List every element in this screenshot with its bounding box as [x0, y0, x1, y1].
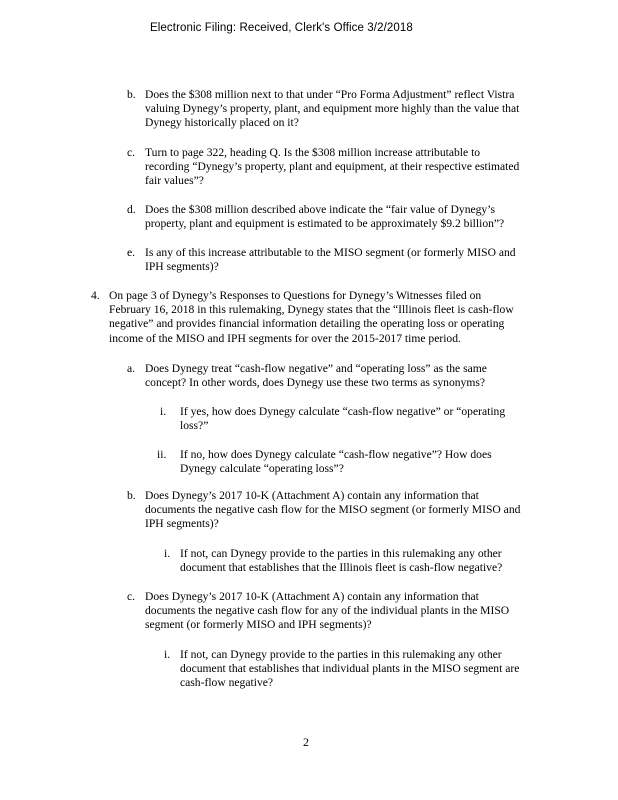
list-item-text-line: fair values”? [145, 174, 204, 188]
list-item-text-line: Turn to page 322, heading Q. Is the $308 million increase attributable to [145, 146, 481, 159]
list-item-text-line: If yes, how does Dynegy calculate “cash-flow negative” or “operating [180, 405, 506, 418]
list-item-label: c. [127, 146, 136, 159]
list-item-text-line: segment (or formerly MISO and IPH segments)? [145, 618, 372, 632]
list-item-label: i. [164, 648, 171, 661]
list-item-text-line: concept? In other words, does Dynegy use these two terms as synonyms? [145, 376, 486, 390]
list-item-text-line: document that establishes that individual plants in the MISO segment are [180, 662, 520, 676]
list-item-label: i. [160, 405, 167, 418]
list-item-text-line: loss?” [180, 419, 209, 433]
list-item-text-line: If no, how does Dynegy calculate “cash-flow negative”? How does [180, 448, 492, 461]
list-item-label: e. [127, 246, 136, 259]
list-item-label: 4. [91, 289, 100, 302]
list-item-text-line: On page 3 of Dynegy’s Responses to Questions for Dynegy’s Witnesses filed on [109, 289, 482, 302]
list-item-text-line: cash-flow negative? [180, 676, 274, 690]
list-item-label: ii. [157, 448, 167, 461]
list-item-text-line: negative” and provides financial information detailing the operating loss or operating [109, 317, 505, 331]
list-item-label: i. [164, 547, 171, 560]
list-item-text-line: recording “Dynegy’s property, plant and equipment, at their respective estimated [145, 160, 520, 174]
list-item-text-line: IPH segments)? [145, 260, 219, 274]
list-item-text-line: Does Dynegy treat “cash-flow negative” and “operating loss” as the same [145, 362, 487, 375]
list-item-text-line: Dynegy calculate “operating loss”? [180, 462, 344, 476]
list-item-text-line: February 16, 2018 in this rulemaking, Dynegy states that the “Illinois fleet is cash-flow [109, 303, 514, 317]
list-item-text-line: documents the negative cash flow for the MISO segment (or formerly MISO and [145, 503, 521, 517]
list-item-text-line: Does Dynegy’s 2017 10-K (Attachment A) contain any information that [145, 590, 479, 603]
list-item-text-line: documents the negative cash flow for any of the individual plants in the MISO [145, 604, 510, 618]
electronic-filing-header: Electronic Filing: Received, Clerk's Office 3/2/2018 [150, 22, 413, 34]
list-item-text-line: income of the MISO and IPH segments for over the 2015-2017 time period. [109, 331, 461, 345]
list-item-text-line: Does Dynegy’s 2017 10-K (Attachment A) contain any information that [145, 489, 479, 502]
list-item-text-line: valuing Dynegy’s property, plant, and equipment more highly than the value that [145, 102, 520, 116]
list-item-label: d. [127, 203, 136, 216]
list-item-label: c. [127, 590, 136, 603]
list-item-text-line: Is any of this increase attributable to the MISO segment (or formerly MISO and [145, 246, 516, 259]
list-item-text-line: IPH segments)? [145, 517, 219, 531]
list-item-label: b. [127, 489, 136, 502]
list-item-text-line: document that establishes that the Illinois fleet is cash-flow negative? [180, 561, 503, 575]
page-number: 2 [303, 735, 309, 749]
list-item-text-line: Does the $308 million described above indicate the “fair value of Dynegy’s [145, 203, 495, 216]
list-item-text-line: If not, can Dynegy provide to the parties in this rulemaking any other [180, 547, 502, 560]
list-item-text-line: If not, can Dynegy provide to the parties in this rulemaking any other [180, 648, 502, 661]
list-item-text-line: Dynegy historically placed on it? [145, 116, 299, 130]
list-item-text-line: Does the $308 million next to that under “Pro Forma Adjustment” reflect Vistra [145, 88, 515, 101]
list-item-label: b. [127, 88, 136, 101]
list-item-label: a. [127, 362, 136, 375]
list-item-text-line: property, plant and equipment is estimated to be approximately $9.2 billion”? [145, 217, 505, 231]
